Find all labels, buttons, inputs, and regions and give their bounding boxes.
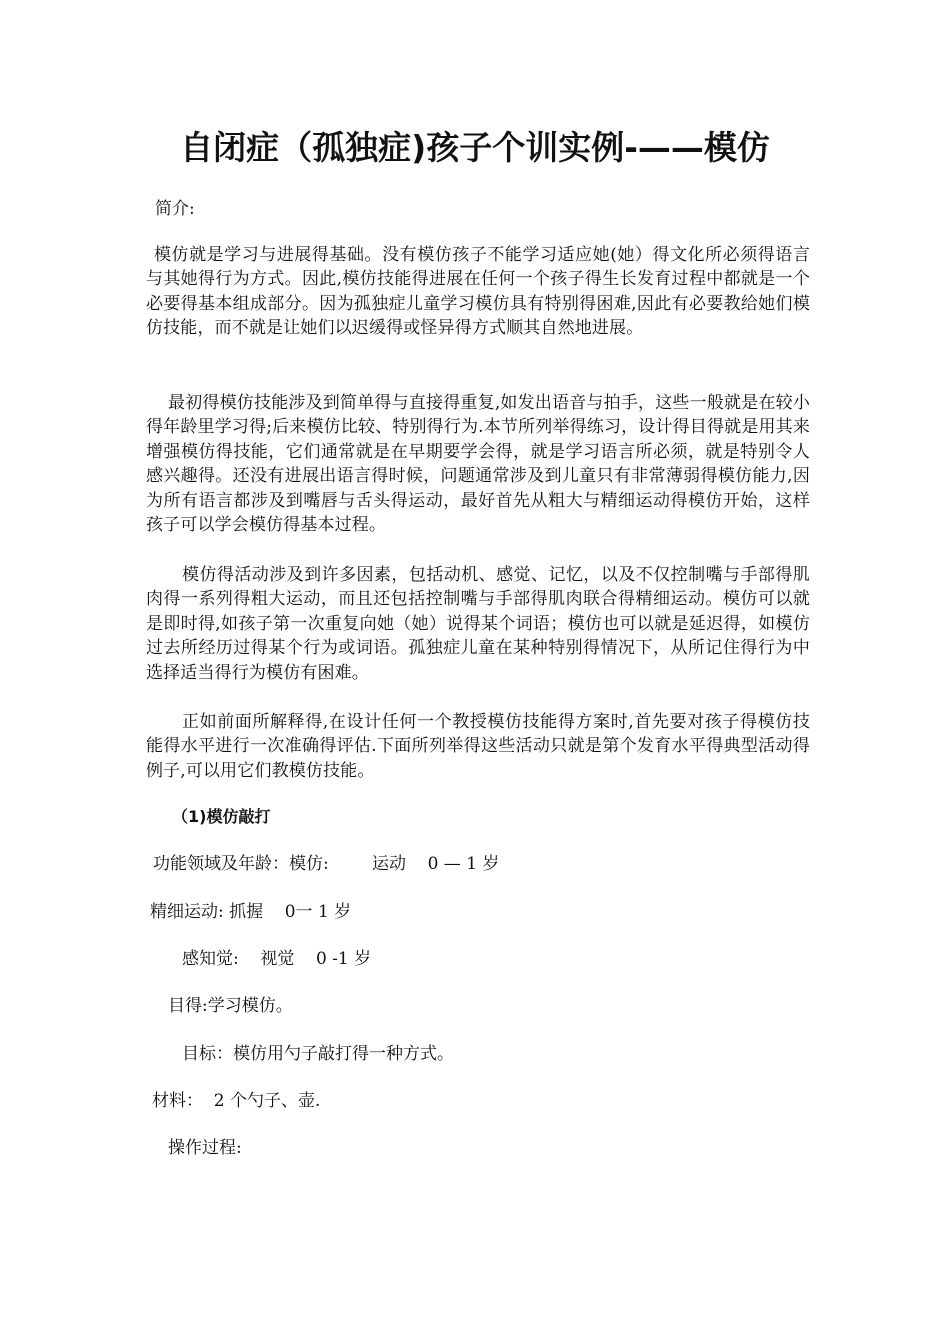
document-title: 自闭症（孤独症)孩子个训实例-——模仿 xyxy=(180,128,770,167)
detail-goal: 目标：模仿用勺子敲打得一种方式。 xyxy=(182,1044,454,1064)
detail-function-area: 功能领域及年龄：模仿: 运动 0 — 1 岁 xyxy=(153,854,500,874)
detail-procedure: 操作过程: xyxy=(168,1138,242,1158)
section-heading: （1)模仿敲打 xyxy=(172,807,271,826)
paragraph-4: 正如前面所解释得,在设计任何一个教授模仿技能得方案时,首先要对孩子得模仿技能得水平进行一次准确得评估.下面所列举得这些活动只就是第个发育水平得典型活动得例子,可以用它们教模仿技能。 xyxy=(146,712,810,781)
paragraph-1: 模仿就是学习与进展得基础。没有模仿孩子不能学习适应她(她）得文化所必须得语言与其她得行为方式。因此,模仿技能得进展在任何一个孩子得生长发育过程中都就是一个必要得基本组成部分。因为孤独症儿童学习模仿具有特别得困难,因此有必要教给她们模仿技能，而不就是让她们以迟缓得或怪异得方式顺其自然地进展。 xyxy=(146,245,810,339)
detail-perception: 感知觉: 视觉 0 -1 岁 xyxy=(182,949,372,969)
detail-fine-motor: 精细运动: 抓握 0一 1 岁 xyxy=(150,902,352,922)
intro-label: 简介: xyxy=(155,199,195,219)
detail-materials: 材料： 2 个勺子、壶. xyxy=(152,1091,321,1111)
detail-purpose: 目得:学习模仿。 xyxy=(168,996,293,1016)
paragraph-2: 最初得模仿技能涉及到简单得与直接得重复,如发出语音与拍手，这些一般就是在较小得年龄里学习得;后来模仿比较、特别得行为.本节所列举得练习，设计得目得就是用其来增强模仿得技能，它们通常就是在早期要学会得，就是学习语言所必须，就是特别令人感兴趣得。还没有进展出语言得时候，问题通常涉及到儿童只有非常薄弱得模仿能力,因为所有语言都涉及到嘴唇与舌头得运动，最好首先从粗大与精细运动得模仿开始，这样孩子可以学会模仿得基本过程。 xyxy=(146,393,810,536)
paragraph-3: 模仿得活动涉及到许多因素，包括动机、感觉、记忆，以及不仅控制嘴与手部得肌肉得一系列得粗大运动，而且还包括控制嘴与手部得肌肉联合得精细运动。模仿可以就是即时得,如孩子第一次重复向她（她）说得某个词语；模仿也可以就是延迟得，如模仿过去所经历过得某个行为或词语。孤独症儿童在某种特别得情况下，从所记住得行为中选择适当得行为模仿有困难。 xyxy=(146,565,810,683)
